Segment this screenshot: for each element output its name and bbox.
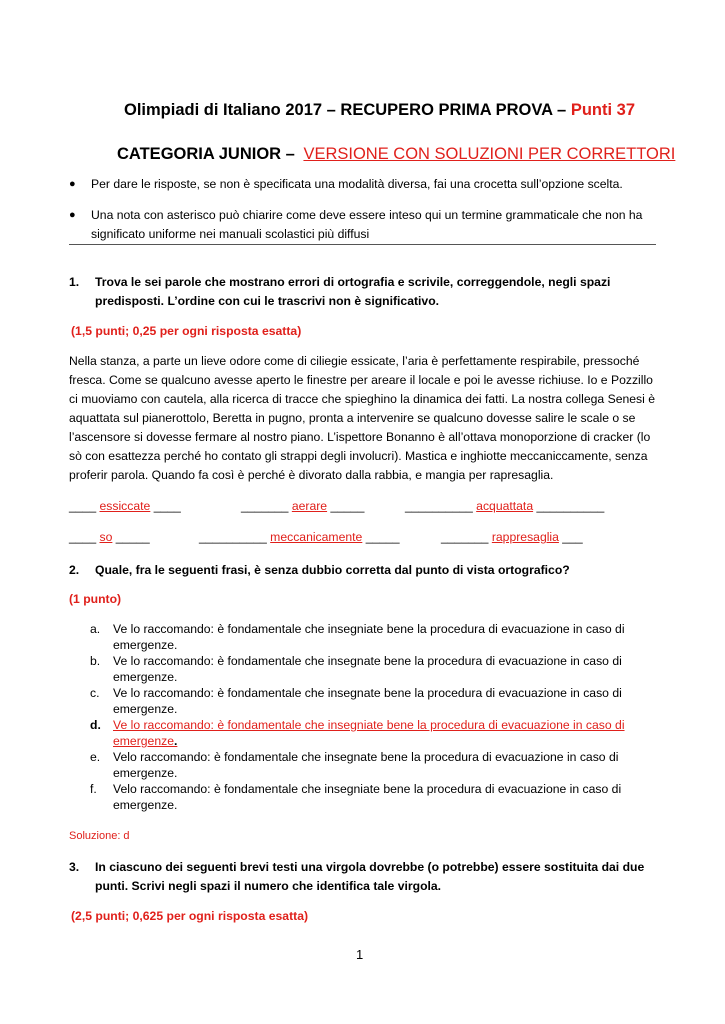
option-letter: a. bbox=[90, 622, 101, 636]
answer-field[interactable]: _______ aerare _____ bbox=[241, 499, 365, 513]
answer-row-2 bbox=[69, 530, 659, 549]
instruction-bullet-1 bbox=[69, 175, 659, 194]
instruction-bullet-2 bbox=[69, 206, 659, 244]
category-heading bbox=[117, 145, 675, 164]
question-number: 1. bbox=[69, 275, 80, 289]
option-c[interactable] bbox=[90, 685, 660, 717]
page-number: 1 bbox=[356, 947, 364, 962]
question-number: 3. bbox=[69, 860, 80, 874]
version-label: VERSIONE CON SOLUZIONI PER CORRETTORI bbox=[303, 145, 676, 163]
question-2-points: (1 punto) bbox=[69, 592, 122, 606]
answer-field[interactable]: _______ rappresaglia ___ bbox=[441, 530, 583, 544]
answer-word: rappresaglia bbox=[491, 530, 559, 544]
option-letter: d. bbox=[90, 718, 101, 732]
question-text: Trova le sei parole che mostrano errori di ortografia e scrivile, correggendole, negli spazi predisposti. L’ordine con cui le trascrivi non è significativo. bbox=[95, 275, 611, 308]
answer-field[interactable]: ____ so _____ bbox=[69, 530, 150, 544]
option-text: Ve lo raccomando: è fondamentale che insegnate bene la procedura di evacuazione in caso di emergenze. bbox=[113, 686, 622, 716]
bullet-text: Per dare le risposte, se non è specificata una modalità diversa, fai una crocetta sull’opzione scelta. bbox=[91, 177, 623, 191]
answer-word: acquattata bbox=[476, 499, 534, 513]
question-1-points: (1,5 punti; 0,25 per ogni risposta esatta) bbox=[71, 324, 302, 338]
question-3-points: (2,5 punti; 0,625 per ogni risposta esatta) bbox=[71, 909, 309, 923]
question-1 bbox=[69, 273, 659, 311]
option-text: Velo raccomando: è fondamentale che insegnate bene la procedura di evacuazione in caso di emergenze. bbox=[113, 750, 619, 780]
question-3 bbox=[69, 858, 659, 896]
option-f[interactable] bbox=[90, 781, 660, 813]
answer-field[interactable]: __________ meccanicamente _____ bbox=[199, 530, 400, 544]
option-text: Ve lo raccomando: è fondamentale che insegniate bene la procedura di evacuazione in caso di emergenze bbox=[113, 718, 625, 748]
option-letter: c. bbox=[90, 686, 100, 700]
option-period: . bbox=[173, 734, 178, 748]
bullet-icon: ● bbox=[69, 209, 76, 221]
document-title bbox=[124, 101, 635, 120]
option-letter: f. bbox=[90, 782, 97, 796]
option-text: Ve lo raccomando: è fondamentale che insegnate bene la procedura di evacuazione in caso di emergenze. bbox=[113, 654, 622, 684]
question-text: In ciascuno dei seguenti brevi testi una virgola dovrebbe (o potrebbe) essere sostituita dai due punti. Scrivi negli spazi il numero che identifica tale virgola. bbox=[95, 860, 645, 893]
answer-word: meccanicamente bbox=[270, 530, 363, 544]
question-1-passage: Nella stanza, a parte un lieve odore come di ciliegie essicate, l’aria è perfettamente respirabile, pressoché fresca. Come se qualcuno avesse aperto le finestre per areare il locale e poi le avesse richiuse. Io e Pozzillo ci muoviamo con cautela, alla ricerca di tracce che spieghino la dinamica dei fatti. La nostra collega Senesi è aquattata sul pianerottolo, Beretta in pugno, pronta a intervenire se qualcuno dovesse salire le scale o se l’ascensore si dovesse fermare al nostro piano. L’ispettore Bonanno è all’ottava monoporzione di cracker (lo sò con esattezza perché ho contato gli strappi degli involucri). Mastica e inghiotte meccaniccamente, senza proferir parola. Quando fa così è perché è divorato dalla rabbia, e mangia per rapresaglia. bbox=[69, 354, 655, 482]
answer-word: so bbox=[99, 530, 113, 544]
answer-field[interactable]: __________ acquattata __________ bbox=[405, 499, 605, 513]
divider bbox=[69, 244, 656, 245]
option-e[interactable] bbox=[90, 749, 660, 781]
option-text: Velo raccomando: è fondamentale che insegniate bene la procedura di evacuazione in caso di emergenze. bbox=[113, 782, 622, 812]
option-a[interactable] bbox=[90, 621, 660, 653]
answer-field[interactable]: ____ essiccate ____ bbox=[69, 499, 181, 513]
answer-word: aerare bbox=[291, 499, 328, 513]
question-number: 2. bbox=[69, 563, 80, 577]
option-text: Ve lo raccomando: è fondamentale che insegniate bene la procedura di evacuazione in caso di emergenze. bbox=[113, 622, 625, 652]
option-letter: e. bbox=[90, 750, 101, 764]
question-2 bbox=[69, 561, 659, 580]
question-2-solution: Soluzione: d bbox=[69, 830, 130, 842]
title-points: Punti 37 bbox=[570, 101, 636, 119]
option-d-correct[interactable] bbox=[90, 717, 660, 749]
answer-word: essiccate bbox=[99, 499, 151, 513]
option-b[interactable] bbox=[90, 653, 660, 685]
category-label: CATEGORIA JUNIOR – bbox=[117, 145, 300, 163]
title-main: Olimpiadi di Italiano 2017 – RECUPERO PRIMA PROVA – bbox=[124, 101, 571, 119]
question-2-options bbox=[90, 621, 660, 813]
bullet-icon: ● bbox=[69, 178, 76, 190]
bullet-text: Una nota con asterisco può chiarire come deve essere inteso qui un termine grammaticale che non ha significato uniforme nei manuali scolastici più diffusi bbox=[91, 208, 643, 241]
option-letter: b. bbox=[90, 654, 101, 668]
question-text: Quale, fra le seguenti frasi, è senza dubbio corretta dal punto di vista ortografico? bbox=[95, 563, 570, 577]
answer-row-1 bbox=[69, 499, 659, 518]
